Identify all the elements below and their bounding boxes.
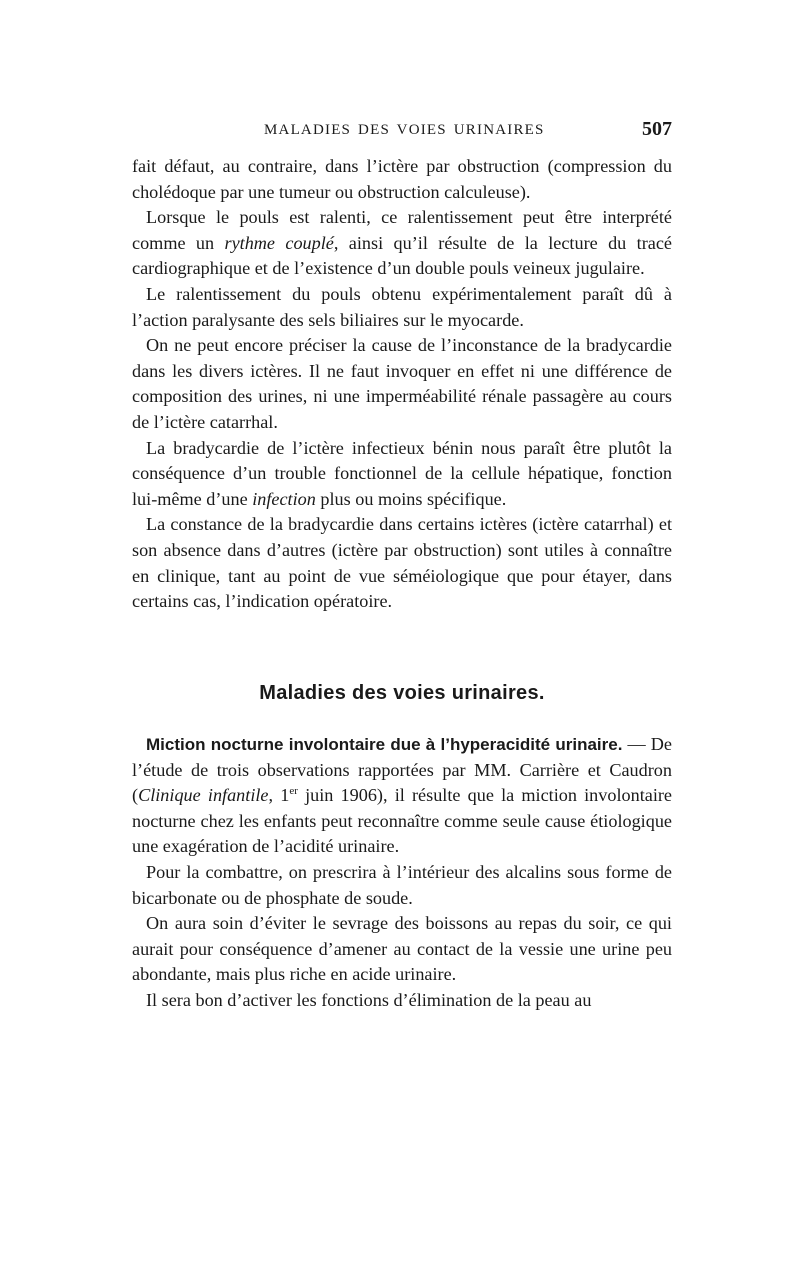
italic-term-rythme-couple: rythme couplé [224, 232, 334, 253]
text-block-bottom [132, 732, 672, 1014]
superscript-er: er [289, 785, 298, 798]
paragraph-inconstance: On ne peut encore préciser la cause de l’inconstance de la bradycardie dans les divers ictères. Il ne faut invoquer en effet ni une différence de composition des urines, ni une imperméabilité rénale passagère au cours de l’ictère catarrhal. [132, 335, 672, 432]
paragraph-treatment: Pour la combattre, on prescrira à l’intérieur des alcalins sous forme de bicarbonate ou de phosphate de soude. [132, 861, 672, 908]
article-heading: Miction nocturne involontaire due à l’hyperacidité urinaire. [146, 735, 623, 754]
italic-journal-name: Clinique infantile [138, 785, 269, 806]
paragraph-evening-drinks: On aura soin d’éviter le sevrage des boissons au repas du soir, ce qui aurait pour conséquence d’amener au contact de la vessie une urine peu abondante, mais plus riche en acide urinaire. [132, 913, 672, 985]
section-title: Maladies des voies urinaires. [259, 682, 545, 704]
paragraph-nocturnal-miction: Miction nocturne involontaire due à l’hyperacidité urinaire. — De l’étude de trois observations rapportées par MM. Carrière et Caudron (Clinique infantile, 1er juin 1906), il résulte que la miction involontaire nocturne chez les enfants peut reconnaître comme seule cause étiologique une exagération de l’acidité urinaire. [132, 734, 673, 857]
running-head [132, 118, 672, 146]
paragraph-pulse-slowing: Lorsque le pouls est ralenti, ce ralentissement peut être interprété comme un rythme couplé, ainsi qu’il résulte de la lecture du tracé cardiographique et de l’existence d’un double pouls veineux jugulaire. [132, 207, 672, 279]
running-title: MALADIES DES VOIES URINAIRES [264, 122, 545, 138]
paragraph-skin-elimination: Il sera bon d’activer les fonctions d’élimination de la peau au [146, 989, 592, 1010]
page-number: 507 [642, 118, 672, 140]
paragraph-infectious-icterus: La bradycardie de l’ictère infectieux bénin nous paraît être plutôt la conséquence d’un trouble fonctionnel de la cellule hépatique, fonction lui-même d’une infection plus ou moins spécifique. [132, 437, 672, 509]
paragraph-experimental: Le ralentissement du pouls obtenu expérimentalement paraît dû à l’action paralysante des sels biliaires sur le myocarde. [132, 283, 672, 330]
paragraph-clinical-utility: La constance de la bradycardie dans certains ictères (ictère catarrhal) et son absence dans d’autres (ictère par obstruction) sont utiles à connaître en clinique, tant au point de vue séméiologique que pour étayer, dans certains cas, l’indication opératoire. [132, 514, 672, 612]
italic-term-infection: infection [252, 488, 316, 509]
text-block-top [132, 154, 672, 615]
paragraph-continuation: fait défaut, au contraire, dans l’ictère par obstruction (compression du cholédoque par une tumeur ou obstruction calculeuse). [132, 156, 672, 202]
